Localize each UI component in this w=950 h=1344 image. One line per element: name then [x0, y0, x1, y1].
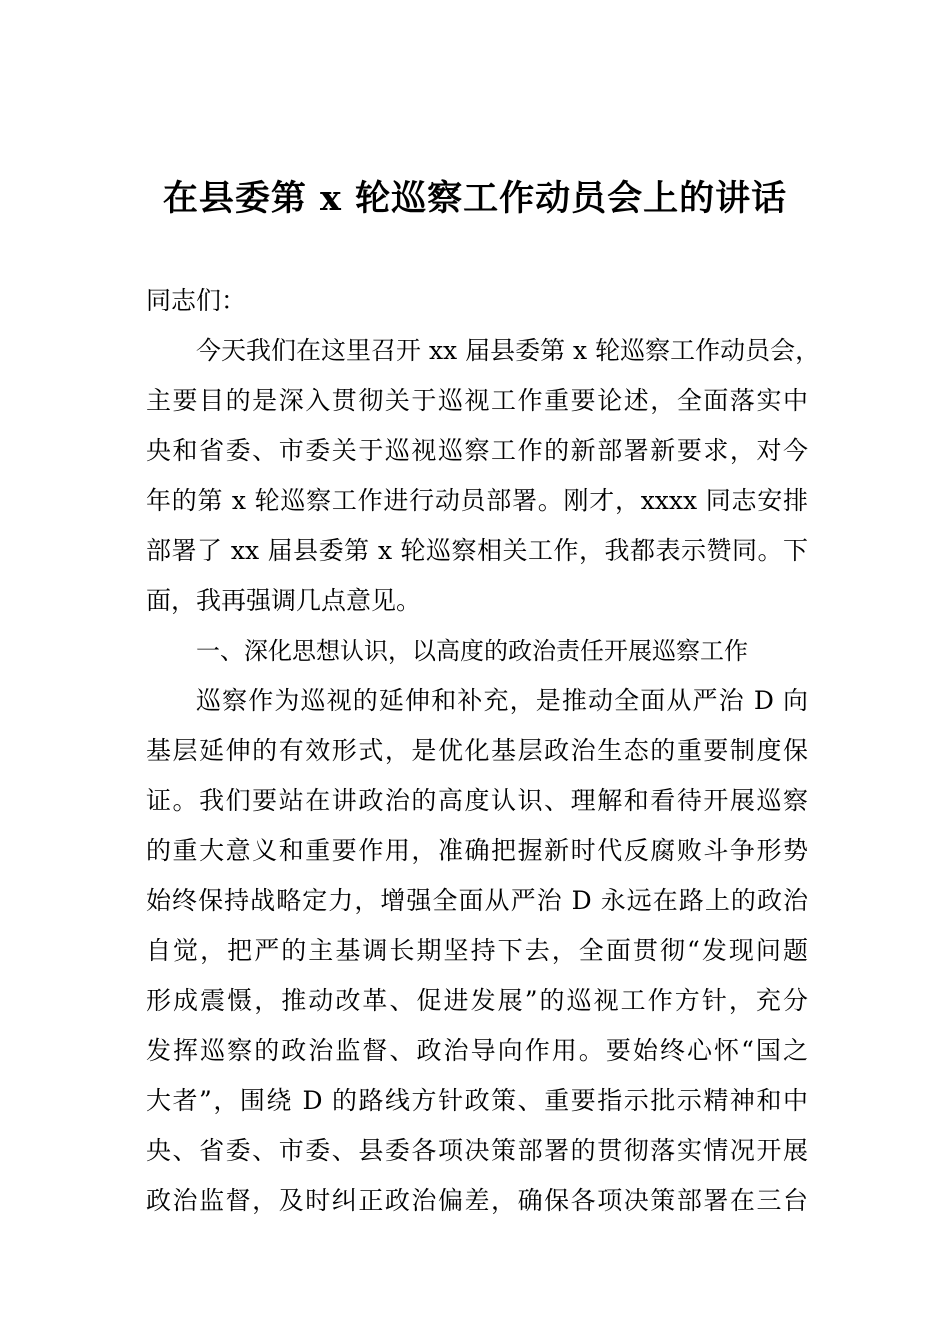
paragraph-line: 央、省委、市委、县委各项决策部署的贯彻落实情况开展 — [146, 1136, 808, 1165]
paragraph-line: 形成震慑，推动改革、促进发展”的巡视工作方针，充分 — [146, 986, 808, 1015]
paragraph-line: 发挥巡察的政治监督、政治导向作用。要始终心怀“国之 — [146, 1036, 808, 1065]
section-heading: 一、深化思想认识，以高度的政治责任开展巡察工作 — [196, 637, 748, 665]
paragraph-line: 自觉，把严的主基调长期坚持下去，全面贯彻“发现问题 — [146, 936, 808, 965]
paragraph-line: 政治监督，及时纠正政治偏差，确保各项决策部署在三台 — [146, 1186, 808, 1215]
paragraph-line: 部署了 xx 届县委第 x 轮巡察相关工作，我都表示赞同。下 — [146, 536, 808, 565]
paragraph-line: 的重大意义和重要作用，准确把握新时代反腐败斗争形势 — [146, 836, 808, 865]
paragraph-line: 年的第 x 轮巡察工作进行动员部署。刚才，xxxx 同志安排 — [146, 486, 808, 515]
document-title: 在县委第 x 轮巡察工作动员会上的讲话 — [162, 178, 788, 219]
paragraph-line: 央和省委、市委关于巡视巡察工作的新部署新要求，对今 — [146, 436, 808, 465]
salutation: 同志们： — [146, 286, 247, 315]
paragraph-line: 大者”，围绕 D 的路线方针政策、重要指示批示精神和中 — [146, 1086, 808, 1115]
paragraph-line: 证。我们要站在讲政治的高度认识、理解和看待开展巡察 — [146, 786, 808, 815]
paragraph-line: 巡察作为巡视的延伸和补充，是推动全面从严治 D 向 — [196, 686, 808, 715]
paragraph-line: 今天我们在这里召开 xx 届县委第 x 轮巡察工作动员会， — [196, 336, 821, 365]
paragraph-line: 面，我再强调几点意见。 — [146, 586, 422, 615]
paragraph-line: 基层延伸的有效形式，是优化基层政治生态的重要制度保 — [146, 736, 808, 765]
paragraph-line: 主要目的是深入贯彻关于巡视工作重要论述，全面落实中 — [146, 386, 808, 415]
paragraph-line: 始终保持战略定力，增强全面从严治 D 永远在路上的政治 — [146, 886, 808, 915]
document-body — [146, 276, 821, 1226]
